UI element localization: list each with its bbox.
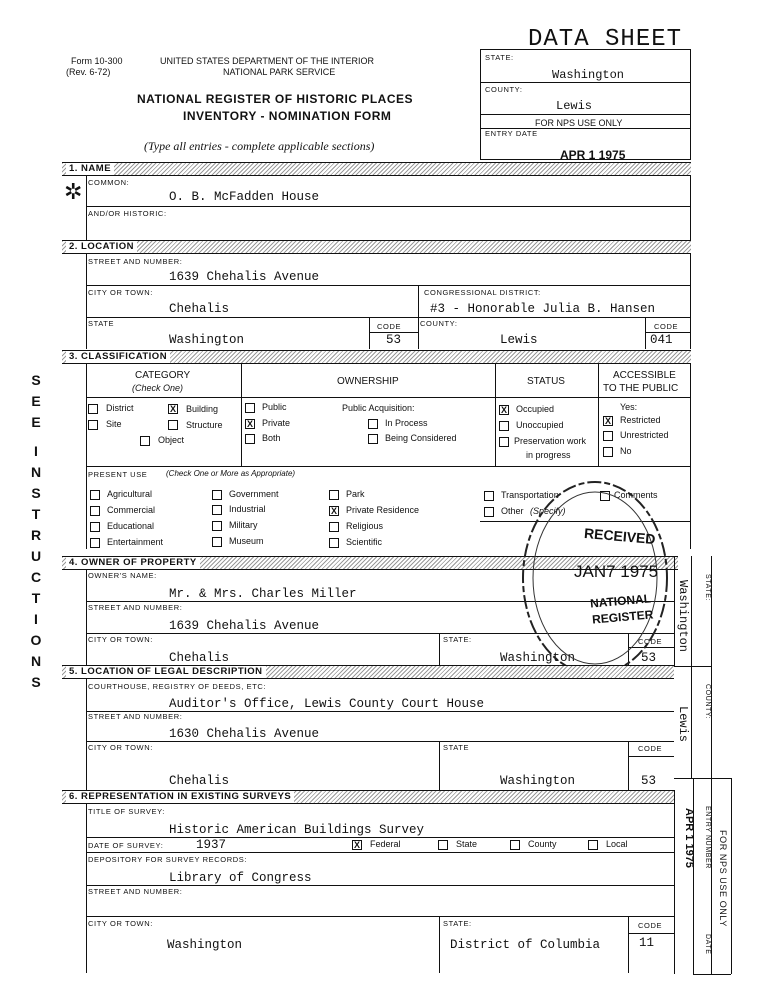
accessible-heading-2: TO THE PUBLIC <box>603 383 679 394</box>
use-comments-label: Comments <box>614 490 658 500</box>
use-agricultural-checkbox[interactable] <box>90 490 100 500</box>
legal-street-label: STREET AND NUMBER: <box>88 712 183 721</box>
depository-state-value: District of Columbia <box>450 938 601 952</box>
see-instructions-letter: T <box>31 590 41 606</box>
state-code-value: 53 <box>386 333 402 347</box>
see-instructions-letter: S <box>31 485 41 501</box>
present-use-label: PRESENT USE <box>88 470 148 479</box>
county-code-value: 041 <box>650 333 673 347</box>
see-instructions-letter: I <box>34 611 38 627</box>
see-instructions-letter: I <box>34 443 38 459</box>
depository-state-label: STATE: <box>443 919 472 928</box>
category-structure-label: Structure <box>186 420 223 430</box>
use-industrial-checkbox[interactable] <box>212 505 222 515</box>
use-private-residence-checkbox[interactable]: X <box>330 506 337 516</box>
status-preservation-checkbox[interactable] <box>499 437 509 447</box>
side-county-value: Lewis <box>676 706 690 743</box>
accessible-heading-1: ACCESSIBLE <box>613 370 676 381</box>
depository-city-label: CITY OR TOWN: <box>88 919 153 928</box>
use-transportation-checkbox[interactable] <box>484 491 494 501</box>
category-heading: CATEGORY <box>135 370 191 381</box>
owner-name-value: Mr. & Mrs. Charles Miller <box>169 587 357 601</box>
use-commercial-label: Commercial <box>107 505 156 515</box>
section-5-header: 5. LOCATION OF LEGAL DESCRIPTION <box>62 665 674 679</box>
department-name: UNITED STATES DEPARTMENT OF THE INTERIOR <box>160 56 375 66</box>
county-label: COUNTY: <box>420 319 458 328</box>
section-6-header: 6. REPRESENTATION IN EXISTING SURVEYS <box>62 790 674 804</box>
datasheet-state-label: STATE: <box>485 53 514 62</box>
use-government-checkbox[interactable] <box>212 490 222 500</box>
see-instructions-letter: E <box>31 393 41 409</box>
status-preservation-label-2: in progress <box>526 450 571 460</box>
category-site-checkbox[interactable] <box>88 420 98 430</box>
side-nps-use-only: FOR NPS USE ONLY <box>718 830 728 927</box>
use-museum-label: Museum <box>229 536 264 546</box>
ownership-private-label: Private <box>262 418 291 428</box>
section-2-header: 2. LOCATION <box>62 240 691 254</box>
service-name: NATIONAL PARK SERVICE <box>223 67 336 77</box>
legal-street-value: 1630 Chehalis Avenue <box>169 727 320 741</box>
data-sheet-heading: DATA SHEET <box>528 26 683 53</box>
section-1-header: 1. NAME <box>62 162 691 176</box>
category-building-checkbox[interactable]: X <box>169 404 176 414</box>
depository-street-label: STREET AND NUMBER: <box>88 887 183 896</box>
owner-name-label: OWNER'S NAME: <box>88 571 157 580</box>
use-private-residence-label: Private Residence <box>346 505 420 515</box>
survey-date-value: 1937 <box>196 838 227 852</box>
ownership-both-label: Both <box>262 433 281 443</box>
depository-code-label: CODE <box>638 921 663 930</box>
in-process-checkbox[interactable] <box>368 419 378 429</box>
use-park-label: Park <box>346 489 365 499</box>
check-one-note: (Check One) <box>132 383 184 393</box>
congressional-district-value: #3 - Honorable Julia B. Hansen <box>430 302 656 316</box>
side-entry-stamp: APR 1 1975 <box>683 808 695 868</box>
accessible-restricted-label: Restricted <box>620 415 661 425</box>
public-acquisition-label: Public Acquisition: <box>342 403 415 413</box>
survey-federal-checkbox[interactable]: X <box>353 840 360 850</box>
depository-city-value: Washington <box>167 938 243 952</box>
ownership-heading: OWNERSHIP <box>337 376 399 387</box>
owner-state-label: STATE: <box>443 635 472 644</box>
see-instructions-letter: U <box>30 548 42 564</box>
use-park-checkbox[interactable] <box>329 490 339 500</box>
common-name-value: O. B. McFadden House <box>169 190 320 204</box>
use-commercial-checkbox[interactable] <box>90 506 100 516</box>
category-structure-checkbox[interactable] <box>168 420 178 430</box>
legal-state-value: Washington <box>500 774 576 788</box>
category-site-label: Site <box>106 419 122 429</box>
survey-date-label: DATE OF SURVEY: <box>88 841 164 850</box>
courthouse-label: COURTHOUSE, REGISTRY OF DEEDS, ETC: <box>88 682 267 691</box>
survey-federal-label: Federal <box>370 839 401 849</box>
stamp-received-text: RECEIVED <box>583 524 657 548</box>
depository-label: DEPOSITORY FOR SURVEY RECORDS: <box>88 855 248 864</box>
use-religious-checkbox[interactable] <box>329 522 339 532</box>
status-occupied-checkbox[interactable]: X <box>500 405 507 415</box>
use-transportation-label: Transportation <box>501 490 559 500</box>
form-number: Form 10-300 <box>71 56 123 66</box>
being-considered-checkbox[interactable] <box>368 434 378 444</box>
owner-city-label: CITY OR TOWN: <box>88 635 153 644</box>
survey-state-label: State <box>456 839 478 849</box>
side-state-label: STATE: <box>704 574 711 602</box>
ownership-public-checkbox[interactable] <box>245 403 255 413</box>
legal-code-label: CODE <box>638 744 663 753</box>
datasheet-county: Lewis <box>556 99 593 113</box>
status-unoccupied-label: Unoccupied <box>516 420 564 430</box>
survey-county-label: County <box>528 839 557 849</box>
see-instructions-letter: C <box>30 569 42 585</box>
ownership-both-checkbox[interactable] <box>245 434 255 444</box>
common-name-label: COMMON: <box>88 178 130 187</box>
use-scientific-label: Scientific <box>346 537 383 547</box>
section-3-header: 3. CLASSIFICATION <box>62 350 691 364</box>
street-label: STREET AND NUMBER: <box>88 257 183 266</box>
in-process-label: In Process <box>385 418 428 428</box>
status-heading: STATUS <box>527 376 565 387</box>
side-entry-number-label: ENTRY NUMBER <box>704 806 711 869</box>
survey-local-checkbox[interactable] <box>588 840 598 850</box>
survey-county-checkbox[interactable] <box>510 840 520 850</box>
owner-state-value: Washington <box>500 651 576 665</box>
use-museum-checkbox[interactable] <box>212 537 222 547</box>
entry-date-stamp: APR 1 1975 <box>560 148 626 162</box>
survey-title-value: Historic American Buildings Survey <box>169 823 425 837</box>
depository-code-value: 11 <box>639 936 655 950</box>
see-instructions-letter: O <box>30 632 42 648</box>
accessible-restricted-checkbox[interactable]: X <box>604 416 611 426</box>
stamp-line-2: REGISTER <box>591 607 654 627</box>
use-agricultural-label: Agricultural <box>107 489 153 499</box>
see-instructions-letter: N <box>30 653 42 669</box>
see-instructions-letter: S <box>31 372 41 388</box>
survey-state-checkbox[interactable] <box>438 840 448 850</box>
use-industrial-label: Industrial <box>229 504 266 514</box>
handwritten-asterisk-icon: ✲ <box>64 180 83 205</box>
category-building-label: Building <box>186 404 219 414</box>
status-unoccupied-checkbox[interactable] <box>499 421 509 431</box>
status-preservation-label: Preservation work <box>514 436 587 446</box>
courthouse-value: Auditor's Office, Lewis County Court House <box>169 697 485 711</box>
use-scientific-checkbox[interactable] <box>329 538 339 548</box>
city-label: CITY OR TOWN: <box>88 288 153 297</box>
use-entertainment-label: Entertainment <box>107 537 164 547</box>
side-state-value: Washington <box>676 580 690 653</box>
form-revision: (Rev. 6-72) <box>66 67 111 77</box>
category-district-label: District <box>106 403 134 413</box>
legal-city-label: CITY OR TOWN: <box>88 743 153 752</box>
accessible-no-checkbox[interactable] <box>603 447 613 457</box>
entry-date-label: ENTRY DATE <box>485 129 538 138</box>
form-title-line2: INVENTORY - NOMINATION FORM <box>183 109 392 123</box>
status-occupied-label: Occupied <box>516 404 555 414</box>
survey-title-label: TITLE OF SURVEY: <box>88 807 165 816</box>
legal-city-value: Chehalis <box>169 774 230 788</box>
category-object-checkbox[interactable] <box>140 436 150 446</box>
category-object-label: Object <box>158 435 185 445</box>
use-other-specify: (Specify) <box>530 506 566 516</box>
owner-code-label: CODE <box>638 637 663 646</box>
stamp-date: JAN7 1975 <box>574 562 659 581</box>
use-entertainment-checkbox[interactable] <box>90 538 100 548</box>
county-code-label: CODE <box>654 322 679 331</box>
see-instructions-letter: R <box>30 527 42 543</box>
state-label: STATE <box>88 319 115 328</box>
accessible-no-label: No <box>620 446 632 456</box>
state-code-label: CODE <box>377 322 402 331</box>
owner-code-value: 53 <box>641 651 657 665</box>
see-instructions-letter: T <box>31 506 41 522</box>
county-value: Lewis <box>500 333 538 347</box>
form-title-line1: NATIONAL REGISTER OF HISTORIC PLACES <box>137 92 414 106</box>
historic-name-label: AND/OR HISTORIC: <box>88 209 167 218</box>
use-military-label: Military <box>229 520 258 530</box>
use-military-checkbox[interactable] <box>212 521 222 531</box>
stamp-line-1: NATIONAL <box>589 591 652 611</box>
congressional-district-label: CONGRESSIONAL DISTRICT: <box>424 288 541 297</box>
form-instructions: (Type all entries - complete applicable sections) <box>144 139 375 153</box>
accessible-unrestricted-checkbox[interactable] <box>603 431 613 441</box>
category-district-checkbox[interactable] <box>88 404 98 414</box>
being-considered-label: Being Considered <box>385 433 457 443</box>
use-educational-label: Educational <box>107 521 155 531</box>
owner-street-value: 1639 Chehalis Avenue <box>169 619 320 633</box>
state-value: Washington <box>169 333 245 347</box>
legal-code-value: 53 <box>641 774 657 788</box>
see-instructions-letter: E <box>31 414 41 430</box>
present-use-note: (Check One or More as Appropriate) <box>166 469 296 478</box>
depository-value: Library of Congress <box>169 871 312 885</box>
street-value: 1639 Chehalis Avenue <box>169 270 320 284</box>
use-other-checkbox[interactable] <box>484 507 494 517</box>
ownership-public-label: Public <box>262 402 287 412</box>
survey-local-label: Local <box>606 839 628 849</box>
owner-street-label: STREET AND NUMBER: <box>88 603 183 612</box>
use-government-label: Government <box>229 489 279 499</box>
section-4-header: 4. OWNER OF PROPERTY <box>62 556 678 570</box>
datasheet-state: Washington <box>552 68 625 82</box>
nps-use-only: FOR NPS USE ONLY <box>535 118 623 128</box>
city-value: Chehalis <box>169 302 230 316</box>
accessible-unrestricted-label: Unrestricted <box>620 430 669 440</box>
see-instructions-letter: N <box>30 464 42 480</box>
use-educational-checkbox[interactable] <box>90 522 100 532</box>
use-other-label: Other <box>501 506 524 516</box>
ownership-private-checkbox[interactable]: X <box>246 419 253 429</box>
accessible-yes-label: Yes: <box>620 402 638 412</box>
see-instructions-letter: S <box>31 674 41 690</box>
side-date-label: DATE <box>704 934 711 955</box>
legal-state-label: STATE <box>443 743 470 752</box>
datasheet-county-label: COUNTY: <box>485 85 523 94</box>
owner-city-value: Chehalis <box>169 651 230 665</box>
side-county-label: COUNTY: <box>704 684 711 720</box>
use-religious-label: Religious <box>346 521 384 531</box>
